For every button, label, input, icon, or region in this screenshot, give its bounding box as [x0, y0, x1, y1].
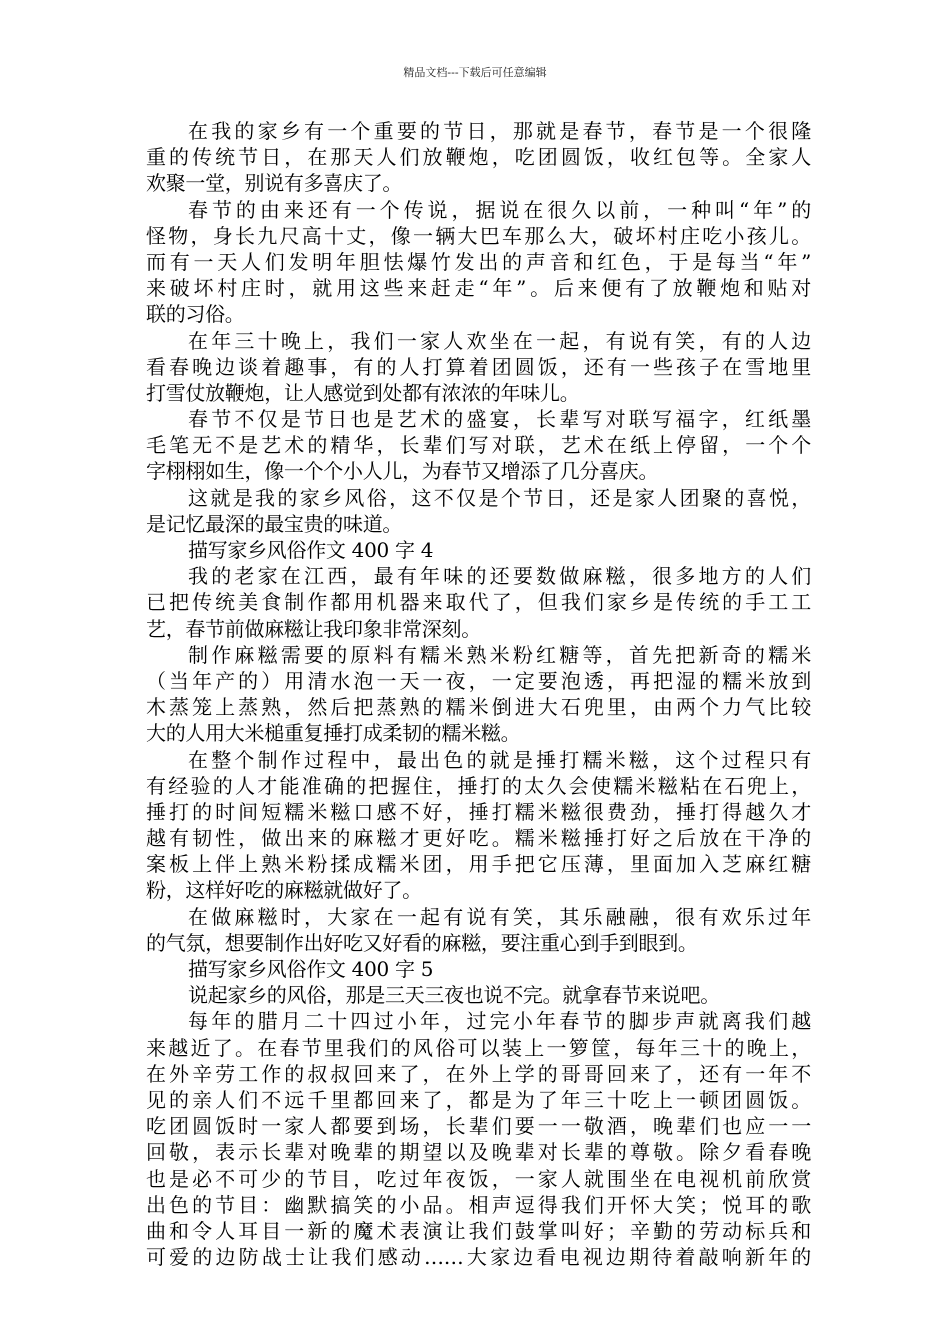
text-line: 在年三十晚上，我们一家人欢坐在一起，有说有笑，有的人边 — [188, 328, 811, 353]
text-line: 已把传统美食制作都用机器来取代了，但我们家乡是传统的手工工 — [146, 590, 811, 615]
text-line: 说起家乡的风俗，那是三天三夜也说不完。就拿春节来说吧。 — [188, 983, 720, 1008]
text-line: 每年的腊月二十四过小年，过完小年春节的脚步声就离我们越 — [188, 1009, 811, 1034]
text-line: 来破坏村庄时，就用这些来赶走“年”。后来便有了放鞭炮和贴对 — [146, 276, 811, 301]
text-line: 越有韧性，做出来的麻糍才更好吃。糯米糍捶打好之后放在干净的 — [146, 826, 811, 851]
text-line: 怪物，身长九尺高十丈，像一辆大巴车那么大，破坏村庄吃小孩儿。 — [146, 223, 811, 248]
text-line: 也是必不可少的节目，吃过年夜饭，一家人就围坐在电视机前欣赏 — [146, 1166, 811, 1191]
text-line: 在外辛劳工作的叔叔回来了，在外上学的哥哥回来了，还有一年不 — [146, 1061, 811, 1086]
text-line: 粉，这样好吃的麻糍就做好了。 — [146, 878, 422, 903]
text-line: 而有一天人们发明年胆怯爆竹发出的声音和红色，于是每当“年” — [146, 249, 811, 274]
text-line: 有经验的人才能准确的把握住，捶打的太久会使糯米糍粘在石兜上， — [146, 773, 811, 798]
text-line: 描写家乡风俗作文 400 字 5 — [188, 957, 434, 981]
text-line: 见的亲人们不远千里都回来了，都是为了年三十吃上一顿团圆饭。 — [146, 1087, 811, 1112]
text-line: 曲和令人耳目一新的魔术表演让我们鼓掌叫好；辛勤的劳动标兵和 — [146, 1218, 811, 1243]
text-line: 吃团圆饭时一家人都要到场，长辈们要一一敬酒，晚辈们也应一一 — [146, 1114, 811, 1139]
text-line: 艺，春节前做麻糍让我印象非常深刻。 — [146, 616, 481, 641]
text-line: 我的老家在江西，最有年味的还要数做麻糍，很多地方的人们 — [188, 564, 811, 589]
text-line: 在我的家乡有一个重要的节日，那就是春节，春节是一个很隆 — [188, 119, 811, 143]
text-line: 春节不仅是节日也是艺术的盛宴，长辈写对联写福字，红纸墨 — [188, 407, 811, 432]
text-line: 在做麻糍时，大家在一起有说有笑，其乐融融，很有欢乐过年 — [188, 904, 811, 929]
text-line: 重的传统节日，在那天人们放鞭炮，吃团圆饭，收红包等。全家人 — [146, 145, 811, 170]
text-line: 捶打的时间短糯米糍口感不好，捶打糯米糍很费劲，捶打得越久才 — [146, 799, 811, 824]
text-line: 大的人用大米槌重复捶打成柔韧的糯米糍。 — [146, 721, 521, 746]
text-line: 制作麻糍需要的原料有糯米熟米粉红糖等，首先把新奇的糯米 — [188, 642, 811, 667]
page-header: 精品文档---下载后可任意编辑 — [403, 66, 547, 79]
text-line: 这就是我的家乡风俗，这不仅是个节日，还是家人团聚的喜悦， — [188, 485, 811, 510]
text-line: 联的习俗。 — [146, 302, 245, 327]
text-line: 描写家乡风俗作文 400 字 4 — [188, 538, 434, 562]
text-line: 看春晚边谈着趣事，有的人打算着团圆饭，还有一些孩子在雪地里 — [146, 354, 811, 379]
text-line: （当年产的）用清水泡一天一夜，一定要泡透，再把湿的糯米放到 — [146, 668, 811, 693]
text-line: 的气氛，想要制作出好吃又好看的麻糍，要注重心到手到眼到。 — [146, 930, 698, 955]
document-body — [146, 118, 811, 1270]
text-line: 打雪仗放鞭炮，让人感觉到处都有浓浓的年味儿。 — [146, 380, 580, 405]
text-line: 出色的节目：幽默搞笑的小品。相声逗得我们开怀大笑；悦耳的歌 — [146, 1192, 811, 1217]
text-line: 案板上伴上熟米粉揉成糯米团，用手把它压薄，里面加入芝麻红糖 — [146, 852, 811, 877]
text-line: 在整个制作过程中，最出色的就是捶打糯米糍，这个过程只有 — [188, 747, 811, 772]
text-line: 回敬，表示长辈对晚辈的期望以及晚辈对长辈的尊敬。除夕看春晚 — [146, 1140, 811, 1165]
text-line: 春节的由来还有一个传说，据说在很久以前，一种叫“年”的 — [188, 197, 811, 222]
text-line: 来越近了。在春节里我们的风俗可以装上一箩筐，每年三十的晚上， — [146, 1035, 811, 1060]
text-line: 毛笔无不是艺术的精华，长辈们写对联，艺术在纸上停留，一个个 — [146, 433, 811, 458]
text-line: 可爱的边防战士让我们感动……大家边看电视边期待着敲响新年的 — [146, 1245, 811, 1270]
text-line: 字栩栩如生，像一个个小人儿，为春节又增添了几分喜庆。 — [146, 459, 659, 484]
text-line: 欢聚一堂，别说有多喜庆了。 — [146, 171, 403, 196]
text-line: 木蒸笼上蒸熟，然后把蒸熟的糯米倒进大石兜里，由两个力气比较 — [146, 695, 811, 720]
text-line: 是记忆最深的最宝贵的味道。 — [146, 511, 403, 536]
